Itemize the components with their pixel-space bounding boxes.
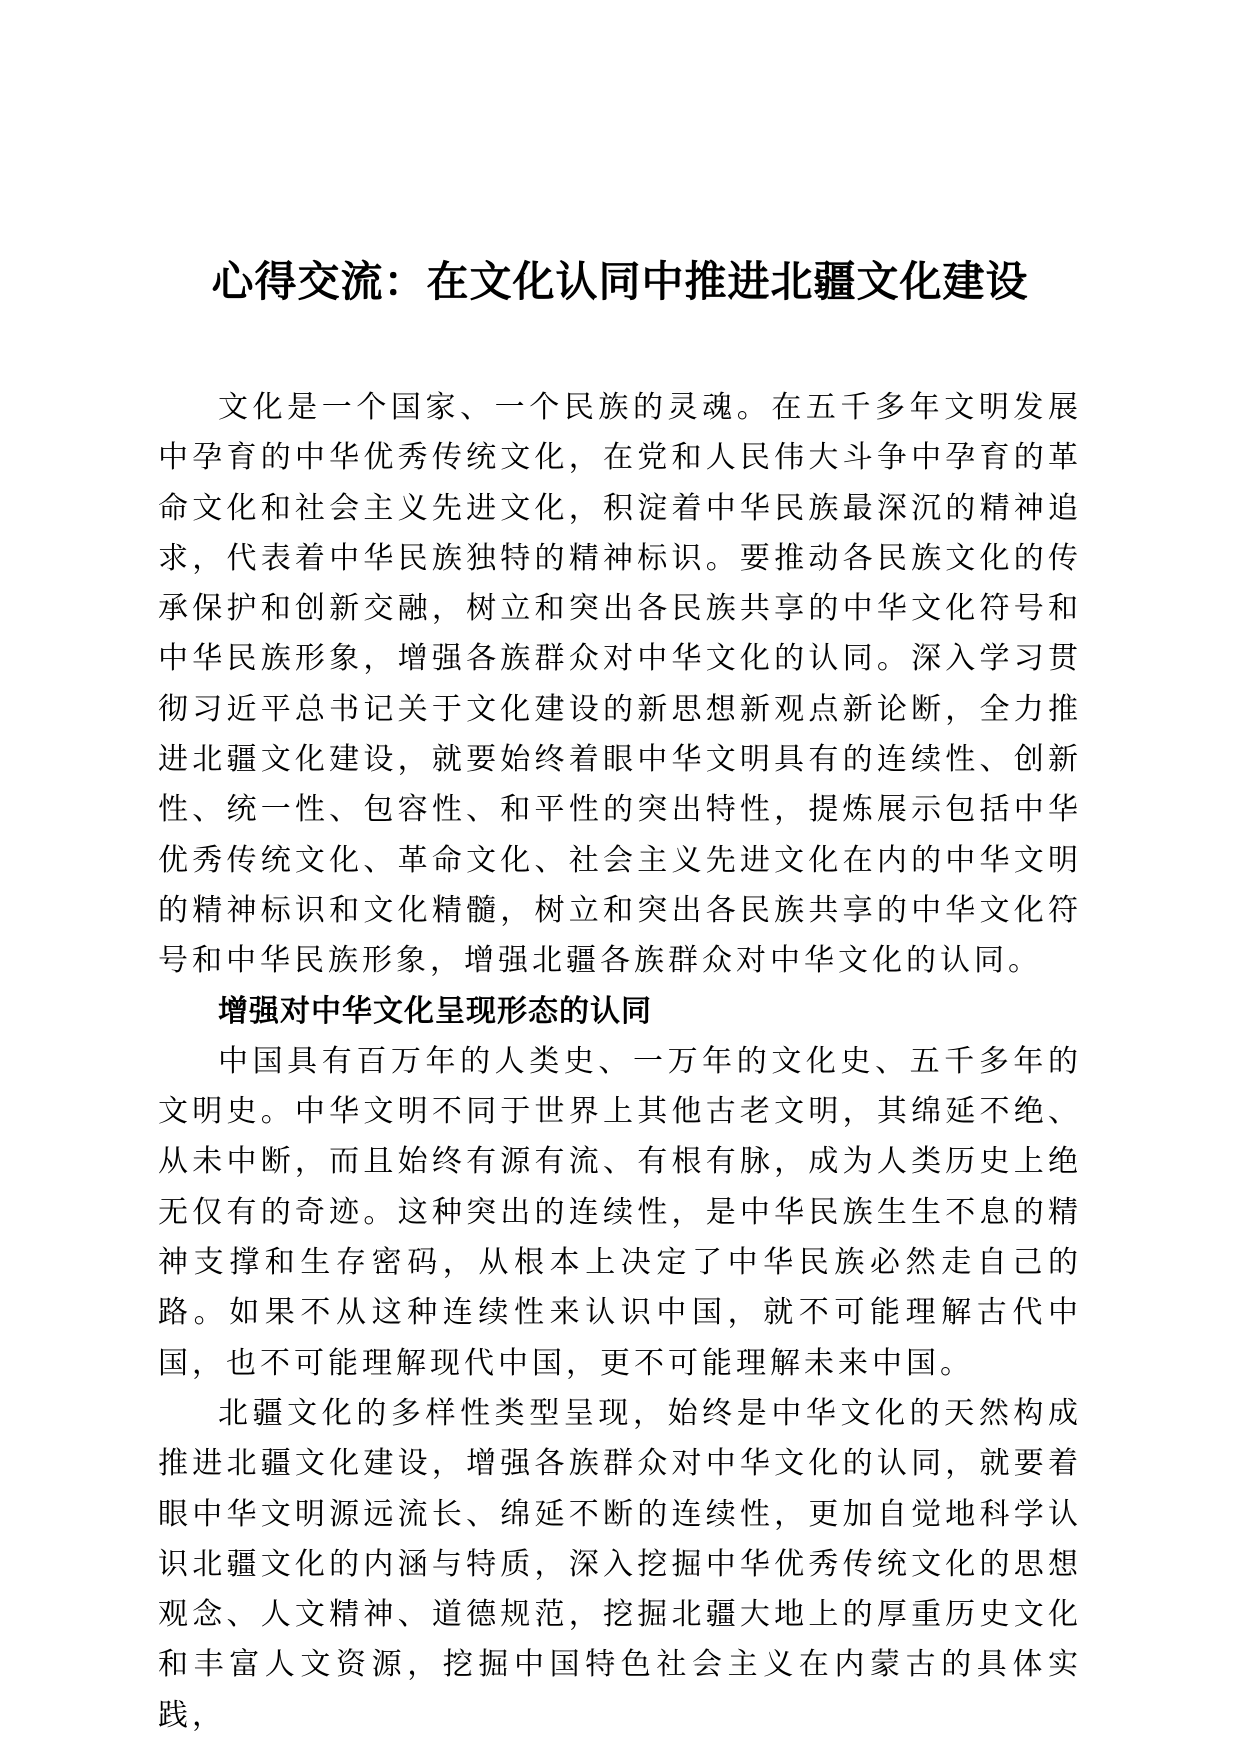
section-paragraph-1: 中国具有百万年的人类史、一万年的文化史、五千多年的文明史。中华文明不同于世界上其他古老文明，其绵延不绝、从未中断，而且始终有源有流、有根有脉，成为人类历史上绝无仅有的奇迹。这种突出的连续性，是中华民族生生不息的精神支撑和生存密码，从根本上决定了中华民族必然走自己的路。如果不从这种连续性来认识中国，就不可能理解古代中国，也不可能理解现代中国，更不可能理解未来中国。 [158, 1043, 1082, 1381]
document-title: 心得交流：在文化认同中推进北疆文化建设 [211, 257, 1029, 306]
intro-paragraph: 文化是一个国家、一个民族的灵魂。在五千多年文明发展中孕育的中华优秀传统文化，在党和人民伟大斗争中孕育的革命文化和社会主义先进文化，积淀着中华民族最深沉的精神追求，代表着中华民族独特的精神标识。要推动各民族文化的传承保护和创新交融，树立和突出各民族共享的中华文化符号和中华民族形象，增强各族群众对中华文化的认同。深入学习贯彻习近平总书记关于文化建设的新思想新观点新论断，全力推进北疆文化建设，就要始终着眼中华文明具有的连续性、创新性、统一性、包容性、和平性的突出特性，提炼展示包括中华优秀传统文化、革命文化、社会主义先进文化在内的中华文明的精神标识和文化精髓，树立和突出各民族共享的中华文化符号和中华民族形象，增强北疆各族群众对中华文化的认同。 [158, 390, 1082, 979]
document-body [158, 383, 1082, 1741]
section-heading: 增强对中华文化呈现形态的认同 [218, 993, 652, 1029]
section-paragraph-2: 北疆文化的多样性类型呈现，始终是中华文化的天然构成推进北疆文化建设，增强各族群众对中华文化的认同，就要着眼中华文明源远流长、绵延不断的连续性，更加自觉地科学认识北疆文化的内涵与特质，深入挖掘中华优秀传统文化的思想观念、人文精神、道德规范，挖掘北疆大地上的厚重历史文化和丰富人文资源，挖掘中国特色社会主义在内蒙古的具体实践， [158, 1395, 1082, 1733]
